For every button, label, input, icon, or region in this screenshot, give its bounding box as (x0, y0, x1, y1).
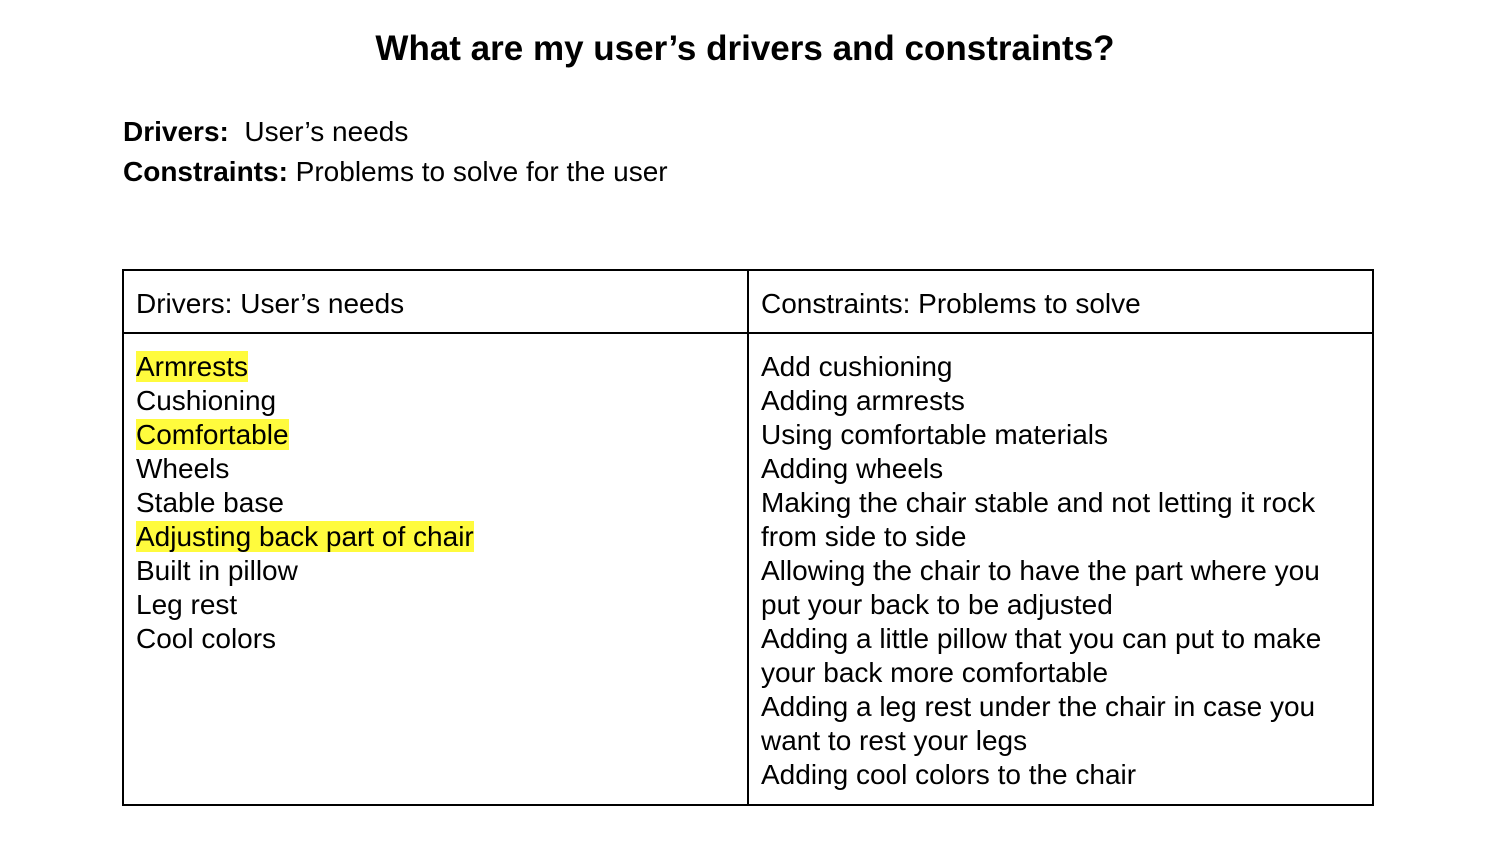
driver-item-5: Adjusting back part of chair (136, 521, 474, 552)
list-item (136, 452, 735, 486)
list-item (136, 622, 735, 656)
constraint-item-5: Allowing the chair to have the part where you put your back to be adjusted (761, 555, 1320, 620)
constraint-item-3: Adding wheels (761, 453, 944, 484)
driver-item-1: Cushioning (136, 385, 277, 416)
constraint-item-4: Making the chair stable and not letting it rock from side to side (761, 487, 1316, 552)
constraints-definition (123, 155, 668, 189)
constraint-item-1: Adding armrests (761, 385, 965, 416)
drivers-definition (123, 115, 408, 149)
constraints-list-cell (748, 333, 1373, 805)
list-item (136, 350, 735, 384)
constraint-item-6: Adding a little pillow that you can put to make your back more comfortable (761, 623, 1322, 688)
constraint-item-8: Adding cool colors to the chair (761, 759, 1137, 790)
constraint-item-2: Using comfortable materials (761, 419, 1109, 450)
drivers-term: Drivers: (123, 116, 229, 147)
driver-item-2: Comfortable (136, 419, 289, 450)
drivers-constraints-table (122, 269, 1374, 806)
page-title: What are my user’s drivers and constraints? (375, 29, 1115, 68)
driver-item-7: Leg rest (136, 589, 238, 620)
table-header-row (123, 270, 1373, 333)
constraints-term: Constraints: (123, 156, 288, 187)
driver-item-3: Wheels (136, 453, 230, 484)
list-item (136, 588, 735, 622)
driver-item-8: Cool colors (136, 623, 277, 654)
list-item (136, 486, 735, 520)
driver-item-6: Built in pillow (136, 555, 298, 586)
constraint-item-0: Add cushioning (761, 351, 953, 382)
list-item (136, 384, 735, 418)
list-item (136, 520, 735, 554)
constraint-item-7: Adding a leg rest under the chair in case you want to rest your legs (761, 691, 1316, 756)
drivers-header-cell: Drivers: User’s needs (123, 270, 748, 333)
drivers-description: User’s needs (228, 116, 409, 147)
constraints-header-cell: Constraints: Problems to solve (748, 270, 1373, 333)
constraints-description: Problems to solve for the user (287, 156, 668, 187)
driver-item-0: Armrests (136, 351, 248, 382)
drivers-list-cell (123, 333, 748, 805)
table-row (123, 333, 1373, 805)
list-item (136, 418, 735, 452)
list-item (136, 554, 735, 588)
driver-item-4: Stable base (136, 487, 284, 518)
